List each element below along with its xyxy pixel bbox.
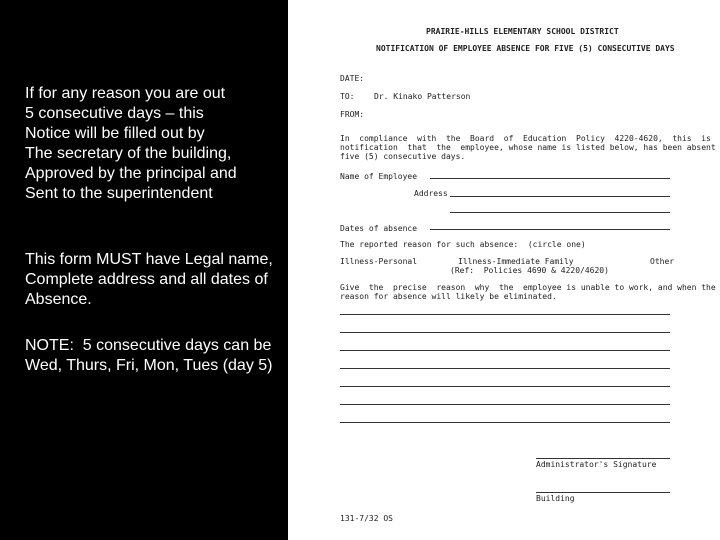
option-other: Other — [650, 257, 675, 266]
form-number: 131-7/32 OS — [340, 514, 393, 523]
instructions-paragraph-1: If for any reason you are out 5 consecutive days – this Notice will be filled out by The secretary of the building, Approved by the principal and Sent to the superintendent — [25, 85, 237, 202]
reason-line-1 — [340, 314, 670, 315]
reason-line-6 — [340, 404, 670, 405]
reason-line-5 — [340, 386, 670, 387]
reason-line-2 — [340, 332, 670, 333]
building-line — [536, 492, 670, 493]
reason-line-7 — [340, 422, 670, 423]
instructions-panel — [0, 0, 288, 540]
to-value: Dr. Kinako Patterson — [374, 92, 471, 101]
instructions-note: NOTE: 5 consecutive days can be Wed, Thurs, Fri, Mon, Tues (day 5) — [25, 337, 273, 374]
option-family: Illness-Immediate Family — [458, 257, 574, 266]
option-family-reference: (Ref: Policies 4690 & 4220/4620) — [450, 266, 609, 275]
instructions-paragraph-2: This form MUST have Legal name, Complete address and all dates of Absence. — [25, 251, 273, 308]
form-title: NOTIFICATION OF EMPLOYEE ABSENCE FOR FIVE (5) CONSECUTIVE DAYS — [376, 44, 675, 53]
dates-absence-label: Dates of absence — [340, 224, 418, 233]
admin-signature-label: Administrator's Signature — [536, 460, 657, 469]
district-name: PRAIRIE-HILLS ELEMENTARY SCHOOL DISTRICT — [426, 27, 619, 36]
employee-name-line — [430, 178, 670, 179]
reason-line-3 — [340, 350, 670, 351]
compliance-text: In compliance with the Board of Education Policy 4220-4620, this is notification that the employee, whose name is listed below, has been absent five (5) consecutive days. — [340, 134, 716, 161]
admin-signature-line — [536, 458, 670, 459]
absence-notification-form — [288, 0, 720, 540]
dates-absence-line — [430, 229, 670, 230]
to-label: TO: — [340, 92, 355, 101]
reason-label: The reported reason for such absence: (circle one) — [340, 240, 586, 249]
option-personal: Illness-Personal — [340, 257, 418, 266]
building-label: Building — [536, 494, 575, 503]
address-line-1 — [450, 196, 670, 197]
from-label: FROM: — [340, 110, 365, 119]
address-label: Address — [414, 189, 448, 198]
reason-line-4 — [340, 368, 670, 369]
give-reason-text: Give the precise reason why the employee is unable to work, and when the reason for absence will likely be eliminated. — [340, 283, 716, 301]
date-label: DATE: — [340, 74, 365, 83]
address-line-2 — [450, 212, 670, 213]
employee-name-label: Name of Employee — [340, 172, 418, 181]
